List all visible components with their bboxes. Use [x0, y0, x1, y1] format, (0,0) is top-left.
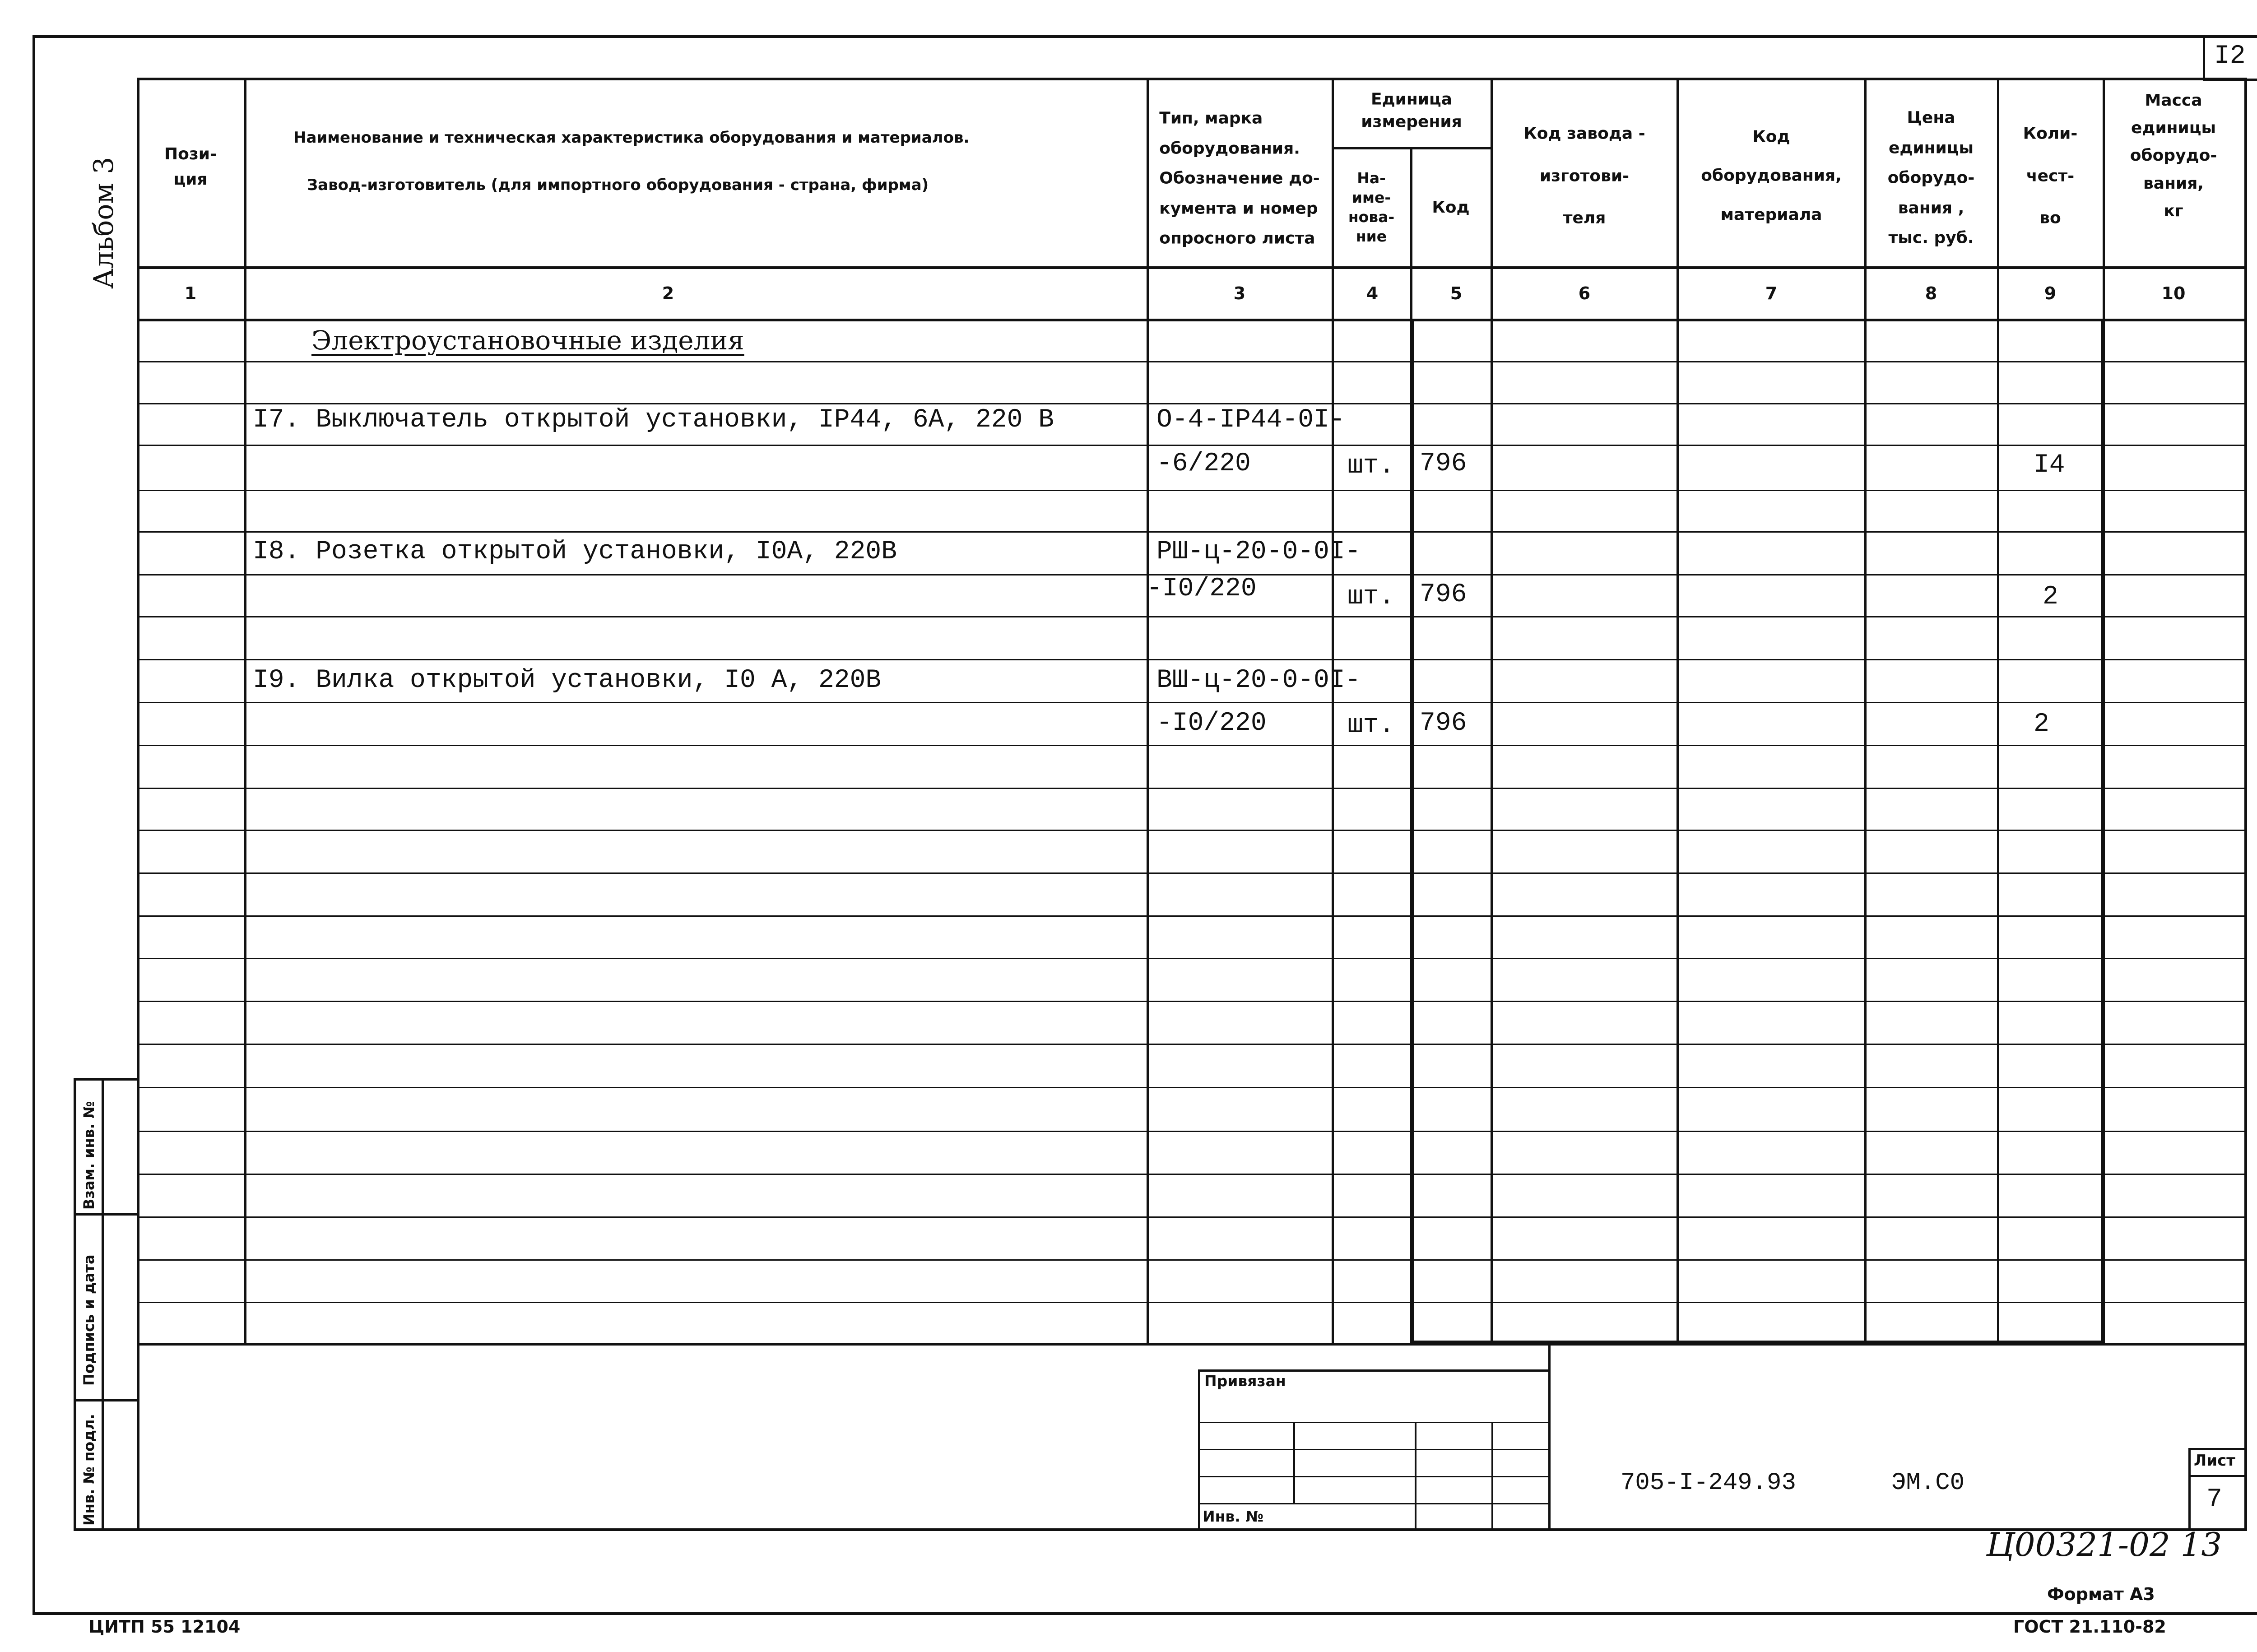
table-right [2244, 78, 2247, 1531]
header-col9: Коли- чест- во [2023, 124, 2078, 227]
sheet-number: 7 [2206, 1485, 2222, 1514]
document-suffix: ЭМ.С0 [1891, 1469, 1965, 1497]
item-unit: шт. [1347, 451, 1395, 481]
item-type-line2: -I0/220 [1147, 574, 1257, 603]
item-qty: 2 [2043, 582, 2058, 612]
gost-label: ГОСТ 21.110-82 [2013, 1617, 2166, 1637]
privyazan-label: Привязан [1204, 1372, 1286, 1390]
column-number: 2 [662, 283, 674, 303]
item-unit: шт. [1347, 711, 1395, 740]
item-name: I7. Выключатель открытой установки, IP44, 6А, 220 В [253, 405, 1054, 435]
table-left [137, 78, 139, 1531]
handwritten-reference: Ц00321-02 13 [1986, 1526, 2222, 1564]
column-number: 4 [1366, 283, 1379, 303]
section-title: Электроустановочные изделия [311, 325, 744, 356]
format-label: Формат А3 [2047, 1584, 2155, 1604]
stamp-inv-podl: Инв. № подл. [80, 1414, 98, 1526]
column-number: 8 [1925, 283, 1937, 303]
item-unit-code: 796 [1420, 709, 1467, 738]
column-number: 1 [184, 283, 197, 303]
sheet-corner-number: I2 [2214, 42, 2246, 71]
header-col3: Тип, марка оборудования. Обозначение до- кумента и номер опросного листа [1159, 109, 1320, 248]
outer-frame-left [33, 35, 35, 1615]
item-unit-code: 796 [1420, 449, 1467, 478]
column-number: 7 [1765, 283, 1778, 303]
outer-frame-top [33, 35, 2257, 38]
item-name: I9. Вилка открытой установки, I0 А, 220В [253, 666, 882, 695]
item-type-line2: -I0/220 [1156, 709, 1267, 738]
item-unit-code: 796 [1420, 580, 1467, 609]
table-top [137, 78, 2247, 80]
header-col7: Код оборудования, материала [1701, 127, 1842, 224]
table-bottom [84, 1528, 2247, 1531]
album-label: Альбом 3 [88, 157, 120, 289]
header-col6: Код завода - изготови- теля [1523, 124, 1645, 227]
item-name: I8. Розетка открытой установки, I0А, 220В [253, 537, 897, 566]
header-col10: Масса единицы оборудо- вания, кг [2130, 91, 2217, 220]
item-type-line2: -6/220 [1156, 449, 1251, 478]
header-col1: Пози- ция [164, 145, 217, 189]
inv-no-label: Инв. № [1203, 1508, 1264, 1525]
item-type-line1: О-4-IP44-0I- [1156, 405, 1345, 435]
item-type-line1: РШ-ц-20-0-0I- [1156, 537, 1361, 566]
column-number: 9 [2044, 283, 2057, 303]
printer-code: ЦИТП 55 12104 [88, 1617, 241, 1637]
header-col45-group: Единица измерения [1361, 90, 1462, 131]
document-code: 705-I-249.93 [1621, 1469, 1796, 1497]
item-type-line1: ВШ-ц-20-0-0I- [1156, 666, 1361, 695]
column-number: 10 [2161, 283, 2186, 303]
item-qty: I4 [2034, 450, 2065, 480]
header-col8: Цена единицы оборудо- вания , тыс. руб. [1887, 108, 1975, 247]
column-number: 6 [1578, 283, 1591, 303]
sheet-label: Лист [2194, 1452, 2235, 1470]
column-number: 5 [1450, 283, 1463, 303]
item-qty: 2 [2034, 710, 2049, 739]
header-col2-line2: Завод-изготовитель (для импортного оборудования - страна, фирма) [307, 176, 929, 194]
item-unit: шт. [1347, 582, 1395, 612]
stamp-podpis-data: Подпись и дата [80, 1254, 98, 1386]
header-col5: Код [1432, 198, 1470, 217]
column-number: 3 [1233, 283, 1246, 303]
header-col2-line1: Наименование и техническая характеристика оборудования и материалов. [293, 129, 970, 147]
stamp-vzam-inv: Взам. инв. № [80, 1101, 98, 1210]
outer-frame-bottom [33, 1612, 2257, 1615]
header-col4: На- име- нова- ние [1348, 169, 1395, 245]
